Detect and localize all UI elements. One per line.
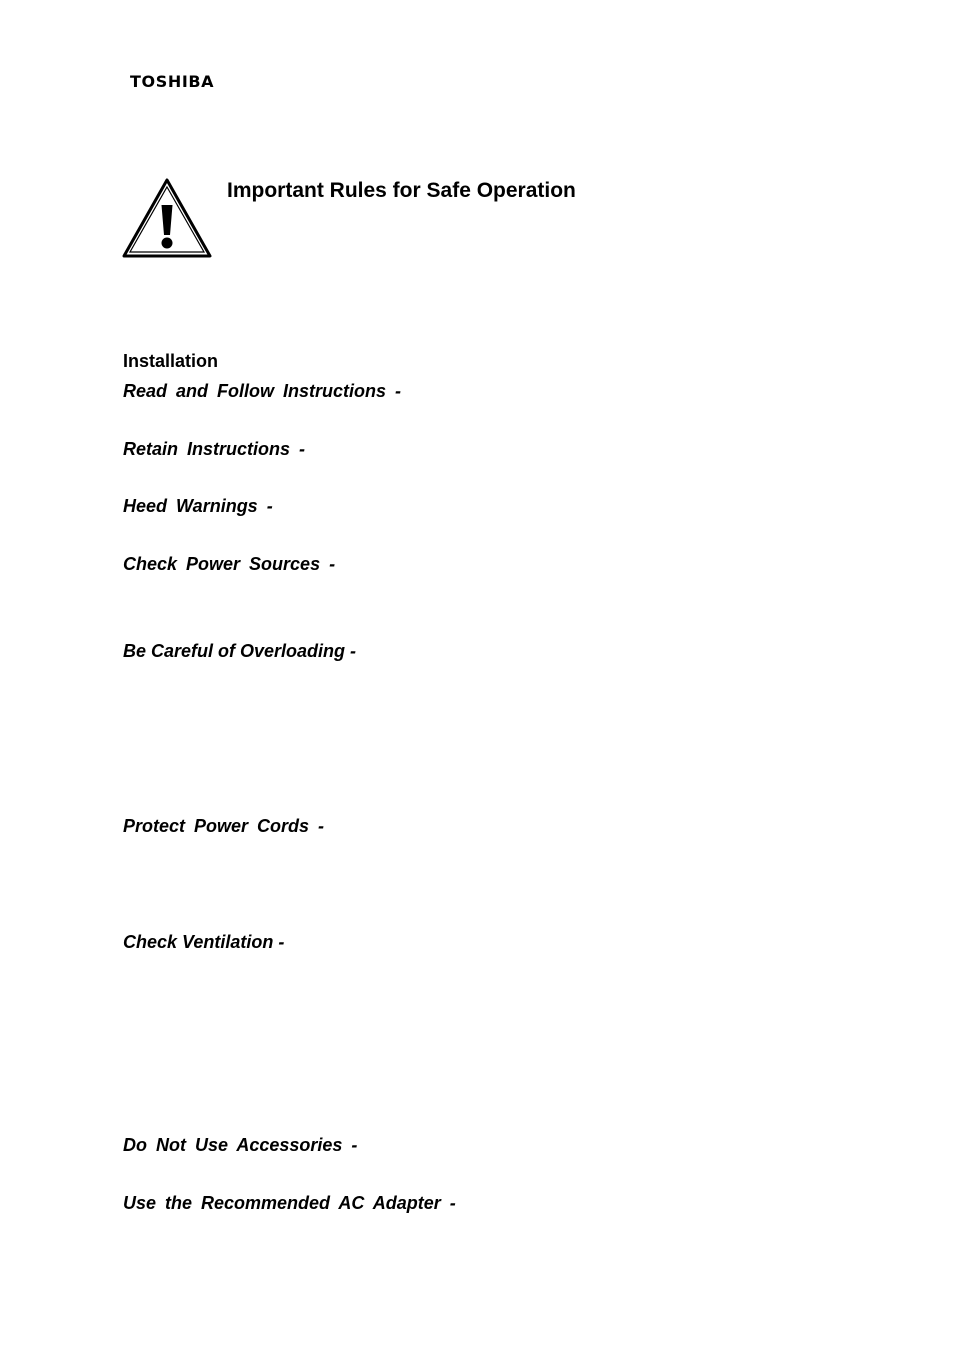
rule-read-and-follow-instructions: Read and Follow Instructions - [123,381,402,401]
rule-be-careful-of-overloading: Be Careful of Overloading - [123,641,357,661]
rule-check-ventilation: Check Ventilation - [123,932,285,952]
section-heading-installation: Installation [123,351,219,371]
rule-heed-warnings: Heed Warnings - [123,496,273,516]
brand-logo: TOSHIBA [130,72,215,91]
page-title: Important Rules for Safe Operation [227,179,576,202]
warning-triangle-icon [121,177,213,259]
rule-protect-power-cords: Protect Power Cords - [123,816,325,836]
rule-use-recommended-ac-adapter: Use the Recommended AC Adapter - [123,1193,456,1213]
rule-retain-instructions: Retain Instructions - [123,439,306,459]
rule-check-power-sources: Check Power Sources - [123,554,336,574]
rule-do-not-use-accessories: Do Not Use Accessories - [123,1135,358,1155]
